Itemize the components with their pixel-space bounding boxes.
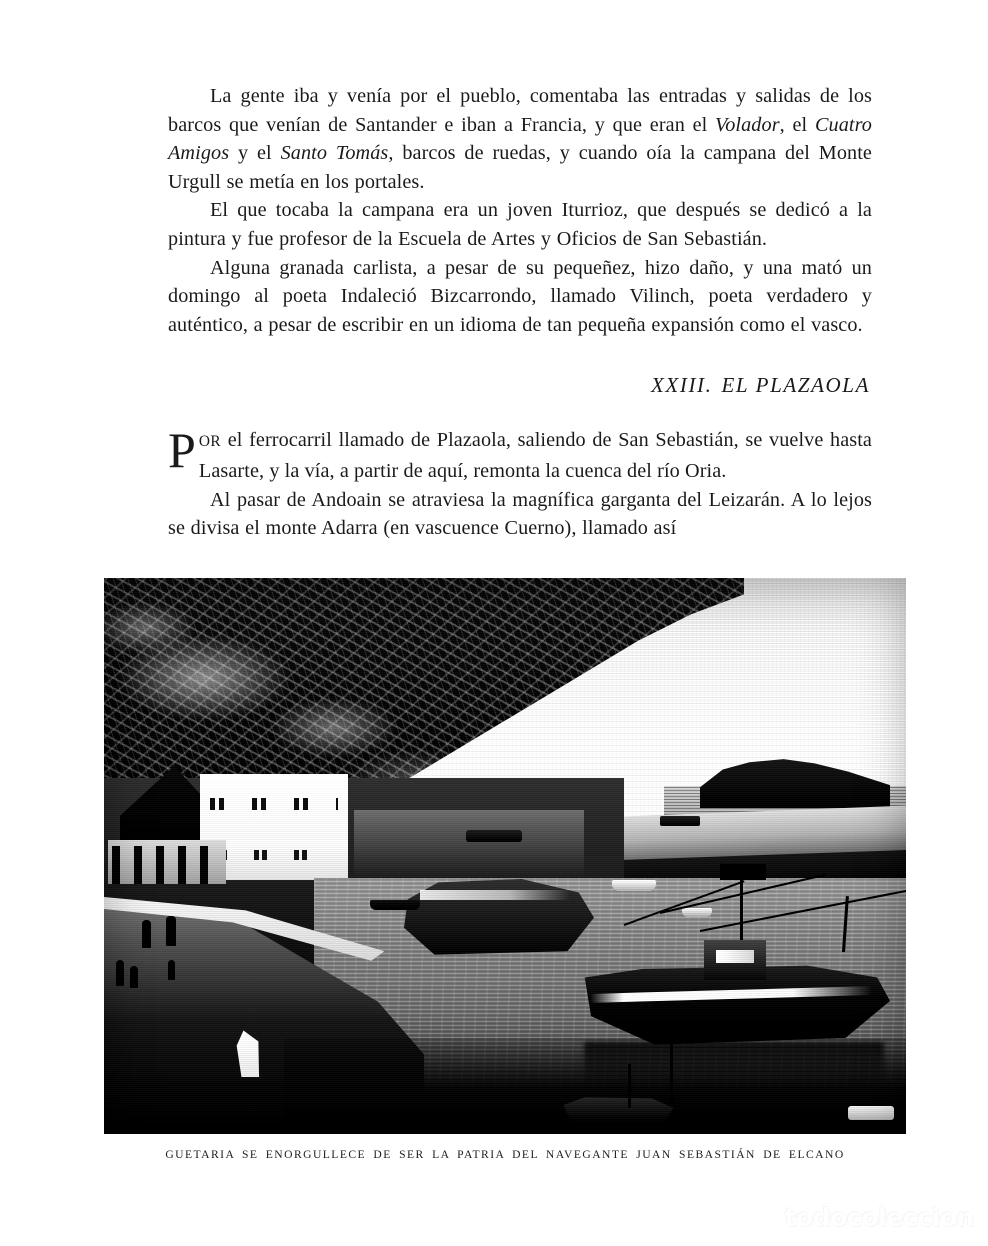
moored-boat: [660, 816, 700, 826]
trawler-wheelhouse-window: [716, 950, 754, 963]
trawler-mast: [740, 878, 743, 948]
arcade-building: [108, 840, 226, 884]
ship-name-cuatro-amigos: Cuatro Amigos: [168, 113, 872, 165]
dropcap-paragraph-rest: el ferrocarril llamado de Plazaola, saliendo de San Sebastián, se vuelve hasta Lasarte, y la vía, a partir de aquí, remonta la cuenca del río Oria.: [198, 429, 872, 482]
ship-name-volador: Volador: [715, 113, 780, 136]
dropcap-paragraph: [168, 398, 872, 485]
photo-caption: GUETARIA SE ENORGULLECE DE SER LA PATRIA DEL NAVEGANTE JUAN SEBASTIÁN DE ELCANO: [165, 1148, 845, 1161]
foreground-white-craft: [848, 1106, 894, 1120]
paragraph-2: El que tocaba la campana era un joven Iturrioz, que después se dedicó a la pintura y fue profesor de la Escuela de Artes y Oficios de San Sebastián.: [168, 199, 872, 250]
ship-name-santo-tomas: Santo Tomás: [280, 142, 389, 165]
foreground-mast: [628, 1064, 631, 1108]
section-title: EL PLAZAOLA: [721, 373, 870, 398]
small-dark-boat: [370, 900, 420, 910]
text-column: [168, 82, 872, 543]
paragraph-1-part-b: , el: [779, 113, 815, 136]
person-figure: [116, 960, 124, 986]
building-cluster-right: [354, 810, 584, 884]
paragraph-1-part-c: y el: [229, 142, 281, 165]
small-white-boat: [682, 908, 712, 917]
section-number: XXIII.: [651, 373, 713, 398]
photo-content: [104, 578, 906, 1134]
paragraph-1-part-a: La gente iba y venía por el pueblo, comentaba las entradas y salidas de los barcos que venían de Santander e iban a Francia, y que eran el: [168, 85, 872, 136]
person-figure: [168, 960, 175, 980]
person-figure: [130, 966, 138, 988]
watermark-todocoleccion: todocoleccion: [784, 1203, 974, 1232]
section-heading: [168, 339, 872, 398]
drop-cap-letter: P: [168, 422, 196, 479]
paragraph-3: Alguna granada carlista, a pesar de su pequeñez, hizo daño, y una mató un domingo al poeta Indaleció Bizcarrondo, llamado Vilinch, poeta verdadero y auténtico, a pesar de escribir en un idioma de tan pequeña expansión como el vasco.: [168, 256, 872, 336]
small-caps-run: OR: [198, 433, 222, 451]
person-figure: [166, 916, 176, 946]
paragraph-after-heading: Al pasar de Andoain se atraviesa la magnífica garganta del Leizarán. A lo lejos se divisa el monte Adarra (en vascuence Cuerno), llamado así: [168, 488, 872, 540]
moored-boats-highlight: [420, 890, 570, 900]
small-white-boat: [612, 880, 656, 891]
paragraph-1-part-d: , barcos de ruedas, y cuando oía la campana del Monte Urgull se metía en los portales.: [168, 142, 872, 193]
moored-boat: [466, 830, 522, 842]
foreground-mast: [670, 1042, 673, 1104]
person-figure: [142, 920, 151, 948]
paragraph-1: [168, 82, 872, 196]
dark-flag: [720, 864, 766, 880]
harbor-photograph: [104, 578, 906, 1134]
